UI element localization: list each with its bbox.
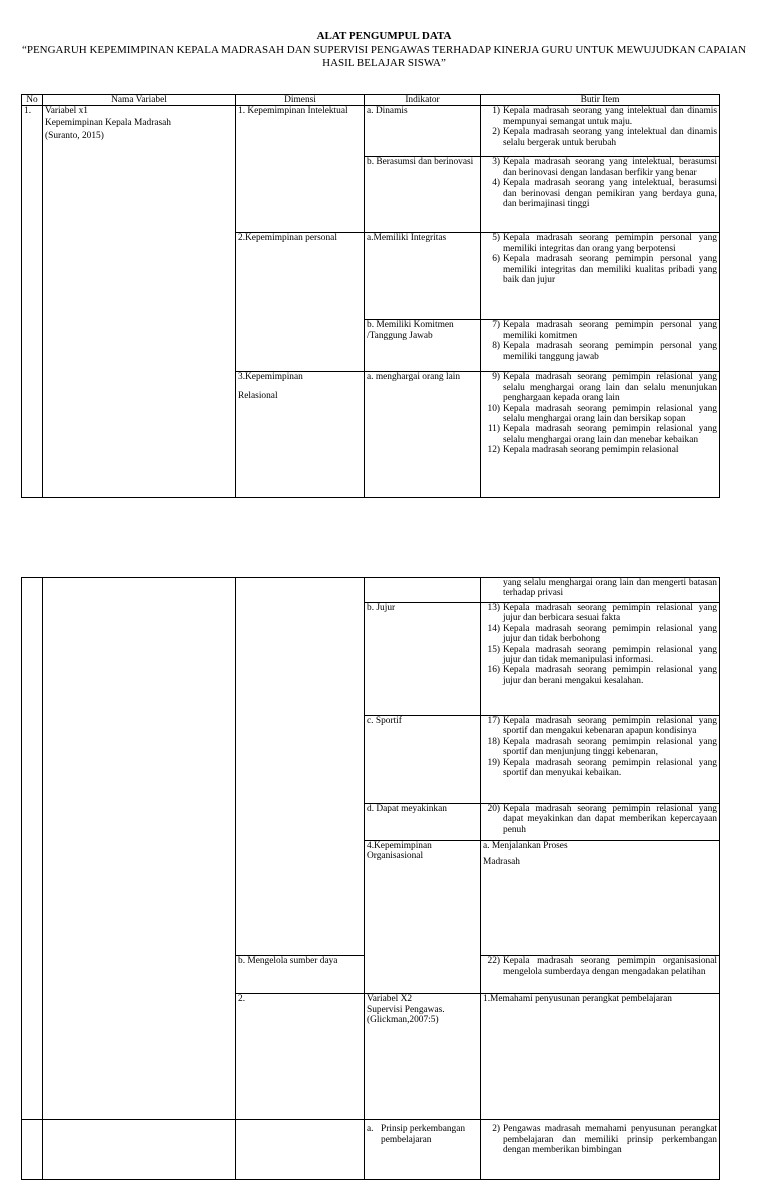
dimension-cell: 2.Kepemimpinan personal <box>236 233 365 372</box>
header-indikator: Indikator <box>365 95 481 106</box>
indicator-cell: b. Mengelola sumber daya <box>236 956 365 994</box>
items-cell <box>481 804 720 841</box>
indicator-cell: d. Dapat meyakinkan <box>365 804 481 841</box>
item: 13) Kepala madrasah seorang pemimpin relasional yang jujur dan berbicara sesuai fakta <box>487 603 717 624</box>
indicator-cell: c. Sportif <box>365 716 481 804</box>
items-cell <box>481 233 720 320</box>
item: 1) Kepala madrasah seorang yang intelektual dan dinamis mempunyai semangat untuk maju. <box>492 106 717 127</box>
variable-cell <box>365 994 481 1120</box>
item: 7) Kepala madrasah seorang pemimpin personal yang memiliki komitmen <box>492 320 717 341</box>
variable-cell <box>43 578 236 1120</box>
items-cell <box>481 716 720 804</box>
items-cell <box>481 157 720 233</box>
item: 5) Kepala madrasah seorang pemimpin personal yang memiliki integritas dan orang yang berpotensi <box>492 233 717 254</box>
dimension-label: Relasional <box>238 390 278 401</box>
item: 6) Kepala madrasah seorang pemimpin personal yang memiliki integritas dan memiliki kualitas pribadi yang baik dan jujur <box>492 254 717 286</box>
header-nama-variabel: Nama Variabel <box>43 95 236 106</box>
dimension-cell <box>236 1120 365 1180</box>
indicator-marker: a. <box>367 1124 374 1135</box>
item: 2) Pengawas madrasah memahami penyusunan perangkat pembelajaran dan memiliki prinsip perkembangan dengan memberikan bimbingan <box>492 1124 717 1156</box>
variable-number <box>22 578 43 1120</box>
dimension-cell <box>236 578 365 956</box>
indicator-cell <box>365 578 481 603</box>
indicator-cell: a. menghargai orang lain <box>365 372 481 498</box>
variable-cell <box>43 1120 236 1180</box>
item: 4) Kepala madrasah seorang yang intelektual, berasumsi dan berinovasi dengan pemikiran yang berdaya guna, dan berimajinasi tinggi <box>492 178 717 210</box>
indicator-cell <box>365 1120 481 1180</box>
items-cell <box>481 603 720 716</box>
dimension-cell <box>236 372 365 498</box>
dimension-cell: 1.Memahami penyusunan perangkat pembelajaran <box>481 994 720 1120</box>
indicator-cell: a.Memiliki Integritas <box>365 233 481 320</box>
item: 15) Kepala madrasah seorang pemimpin relasional yang jujur dan tidak memanipulasi informasi. <box>487 644 717 666</box>
variable-number: 1. <box>22 106 43 498</box>
dimension-cell: 4.Kepemimpinan Organisasional <box>365 841 481 994</box>
item: 22) Kepala madrasah seorang pemimpin organisasional mengelola sumberdaya dengan mengadakan pelatihan <box>487 956 717 977</box>
item: 11) Kepala madrasah seorang pemimpin relasional yang selalu menghargai orang lain dan menebar kebaikan <box>487 424 717 445</box>
document-header <box>18 30 750 69</box>
item: 20) Kepala madrasah seorang pemimpin relasional yang dapat meyakinkan dan dapat memberikan kepercayaan penuh <box>487 804 717 835</box>
instrument-table-page-2 <box>21 577 720 1180</box>
document-title: ALAT PENGUMPUL DATA <box>316 30 452 42</box>
variable-number <box>22 1120 43 1180</box>
indicator-cell: b. Jujur <box>365 603 481 716</box>
variable-label: Variabel x1 <box>45 106 88 117</box>
item: 2) Kepala madrasah seorang yang intelektual dan dinamis selalu bergerak untuk berubah <box>492 127 717 148</box>
item: 17) Kepala madrasah seorang pemimpin relasional yang sportif dan mengakui kebenaran apapun kondisinya <box>487 716 717 737</box>
item: 19) Kepala madrasah seorang pemimpin relasional yang sportif dan menyukai kebaikan. <box>487 757 717 779</box>
item: 18) Kepala madrasah seorang pemimpin relasional yang sportif dan menjunjung tinggi kebenaran, <box>487 736 717 758</box>
variable-name: Kepemimpinan Kepala Madrasah <box>45 117 171 128</box>
indicator-cell: a. Dinamis <box>365 106 481 157</box>
indicator-label: Madrasah <box>483 857 520 868</box>
indicator-label: a. Menjalankan Proses <box>483 841 568 851</box>
indicator-cell <box>481 841 720 956</box>
header-no: No <box>22 95 43 106</box>
instrument-table-page-1 <box>21 94 720 498</box>
item: 16) Kepala madrasah seorang pemimpin relasional yang jujur dan berani mengakui kesalahan. <box>487 665 717 686</box>
item: 10) Kepala madrasah seorang pemimpin relasional yang selalu menghargai orang lain dan bersikap sopan <box>487 403 717 425</box>
indicator-cell: b. Berasumsi dan berinovasi <box>365 157 481 233</box>
item: 3) Kepala madrasah seorang yang intelektual, berasumsi dan berinovasi dengan landasan berfikir yang benar <box>492 157 717 178</box>
document-subtitle: “PENGARUH KEPEMIMPINAN KEPALA MADRASAH DAN SUPERVISI PENGAWAS TERHADAP KINERJA GURU UNTUK MEWUJUDKAN CAPAIAN HASIL BELAJAR SISWA” <box>21 44 747 69</box>
variable-number: 2. <box>236 994 365 1120</box>
item: 9) Kepala madrasah seorang pemimpin relasional yang selalu menghargai orang lain dan selalu menunjukan penghargaan kepada orang lain <box>492 372 717 404</box>
items-cell <box>481 106 720 157</box>
items-cell <box>481 320 720 372</box>
items-cell <box>481 578 720 603</box>
item: 14) Kepala madrasah seorang pemimpin relasional yang jujur dan tidak berbohong <box>487 623 717 645</box>
dimension-label: 3.Kepemimpinan <box>238 372 303 383</box>
item: yang selalu menghargai orang lain dan mengerti batasan terhadap privasi <box>503 578 717 599</box>
items-cell <box>481 372 720 498</box>
item: 8) Kepala madrasah seorang pemimpin personal yang memiliki tanggung jawab <box>492 341 717 362</box>
dimension-cell: 1. Kepemimpinan Intelektual <box>236 106 365 233</box>
items-cell <box>481 1120 720 1180</box>
header-dimensi: Dimensi <box>236 95 365 106</box>
item: 12) Kepala madrasah seorang pemimpin relasional <box>487 445 679 456</box>
variable-label: Variabel X2 <box>367 994 413 1005</box>
items-cell <box>481 956 720 994</box>
header-butir-item: Butir Item <box>481 95 720 106</box>
indicator-label: Prinsip perkembangan pembelajaran <box>381 1124 466 1145</box>
variable-source: (Suranto, 2015) <box>45 130 104 141</box>
variable-name: Supervisi Pengawas. (Glickman,2007:5) <box>367 1004 445 1026</box>
variable-cell <box>43 106 236 498</box>
indicator-cell: b. Memiliki Komitmen /Tanggung Jawab <box>365 320 481 372</box>
